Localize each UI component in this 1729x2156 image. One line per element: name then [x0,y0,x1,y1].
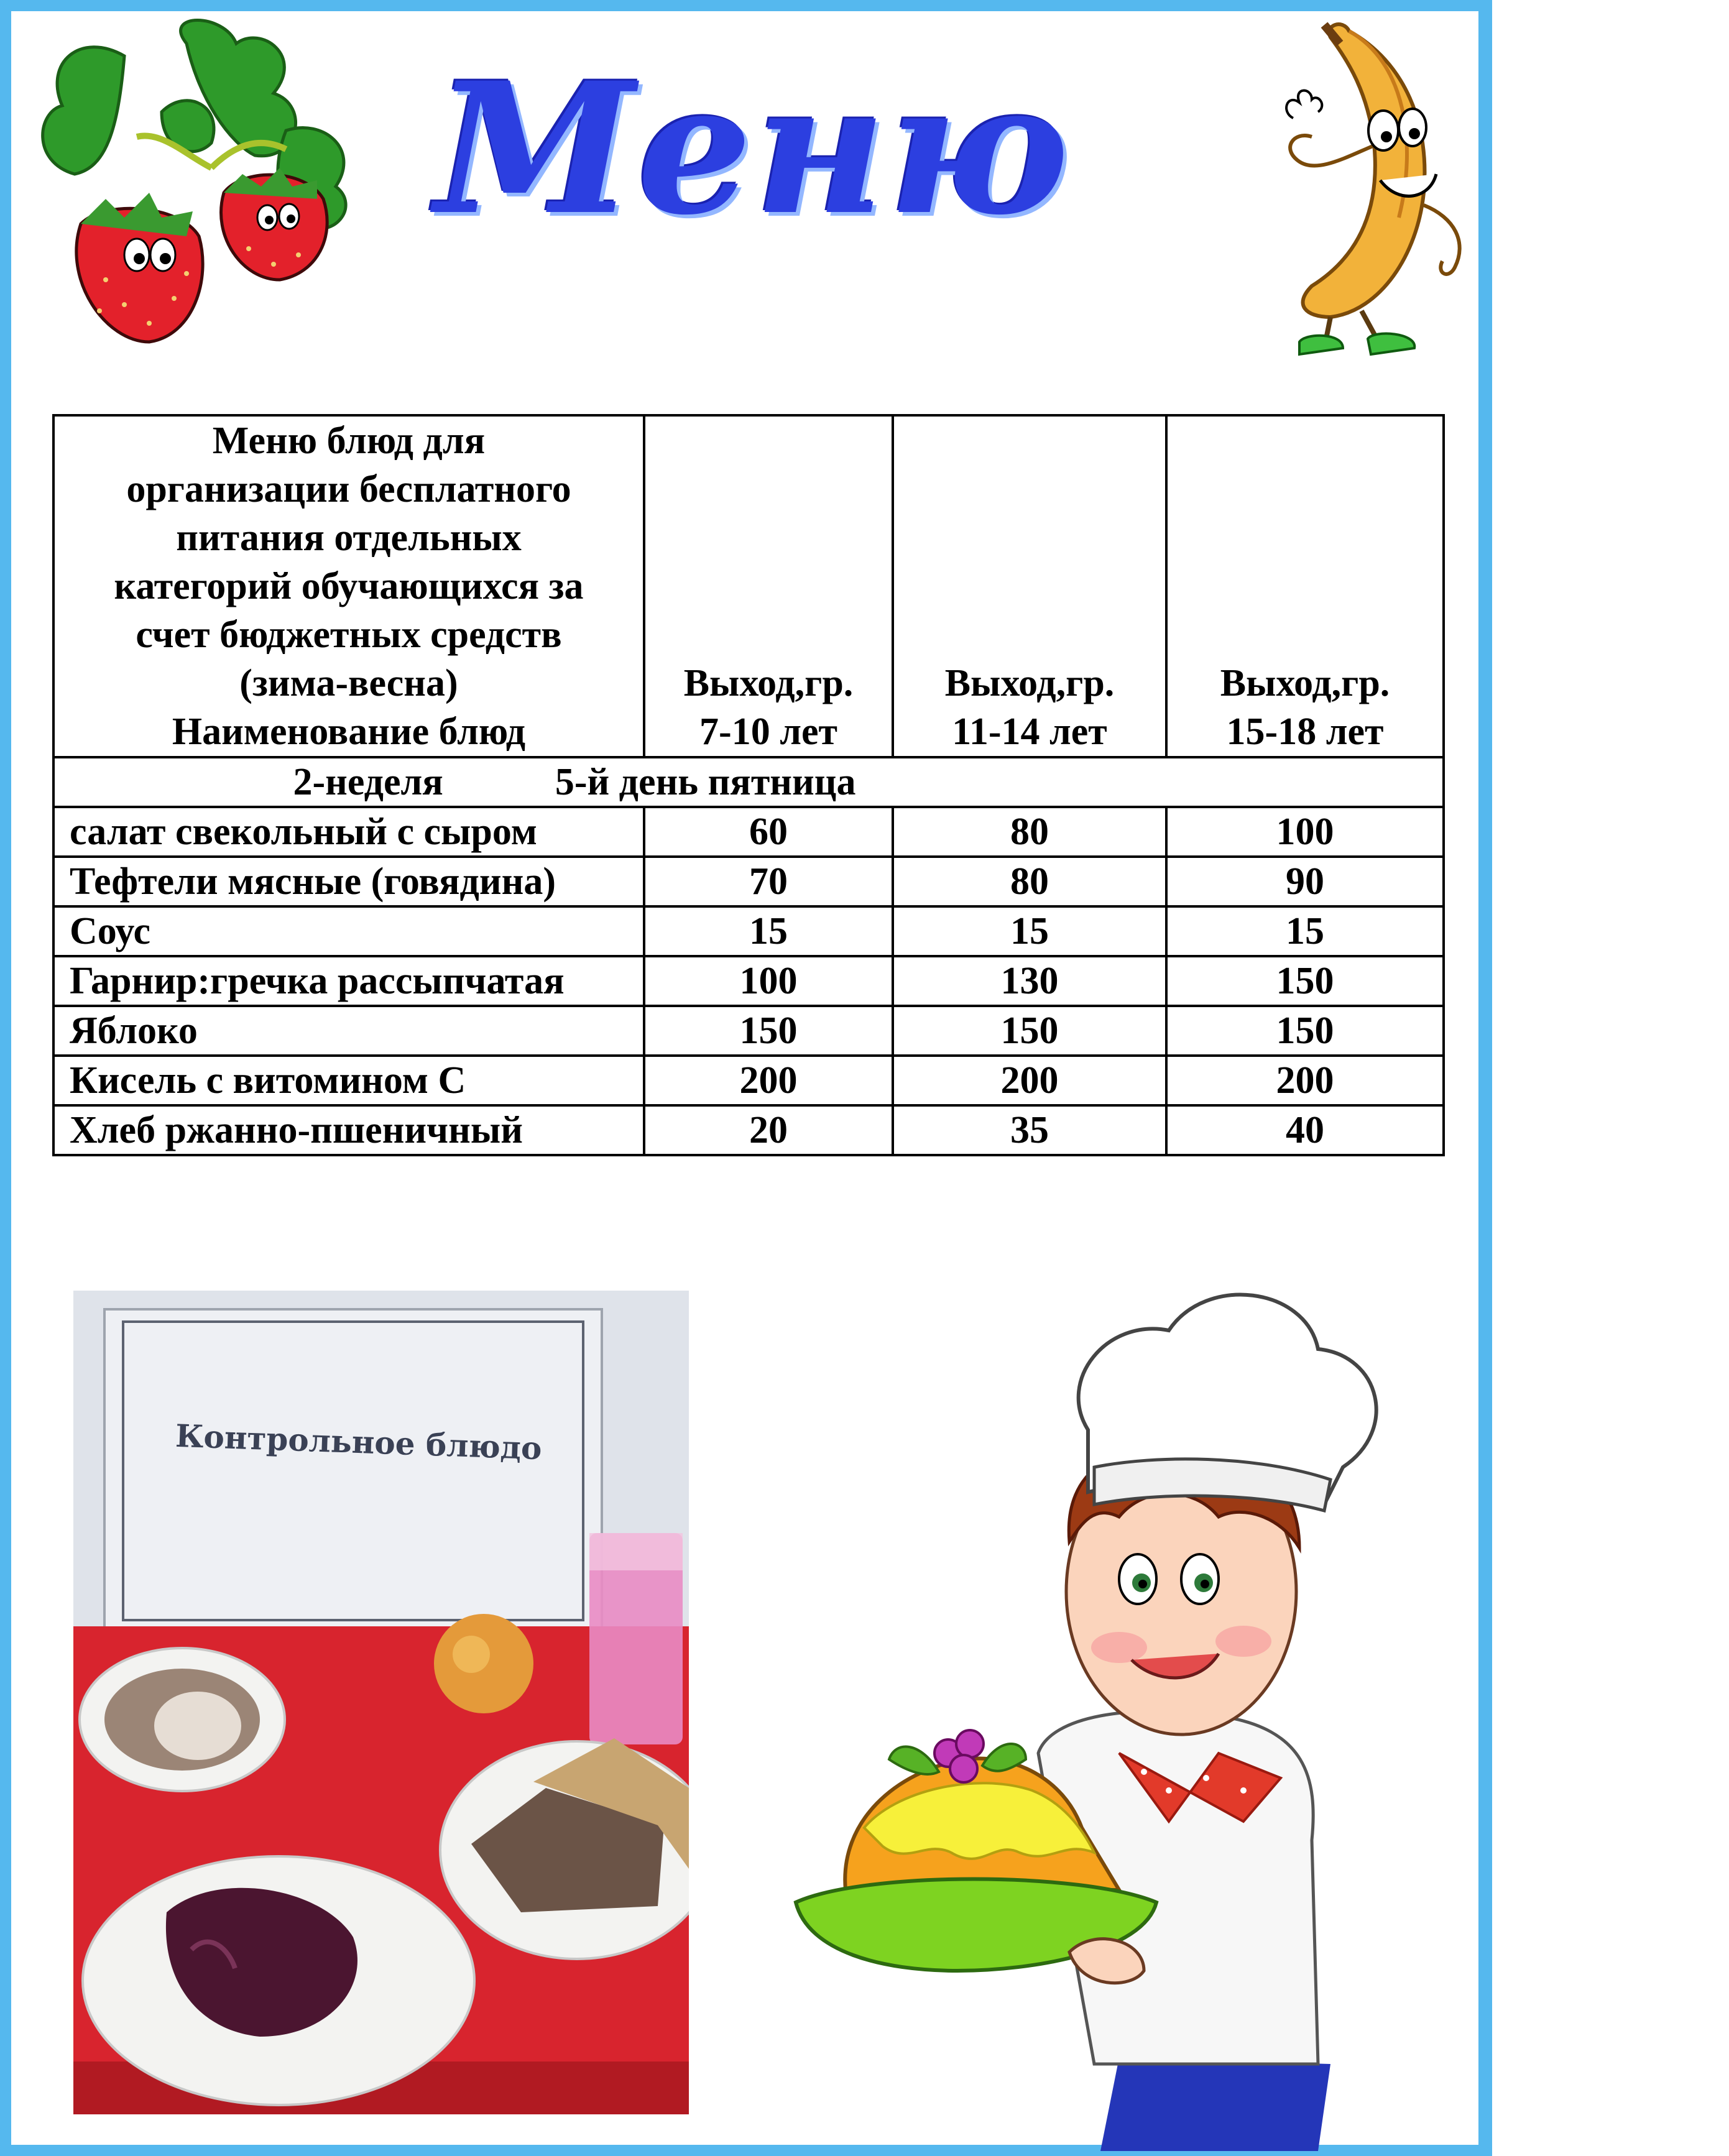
table-row [53,857,1444,906]
dish-name: Яблоко [53,1006,644,1056]
portion-15-18: 150 [1166,956,1444,1006]
chef-clipart [771,1281,1442,2151]
table-header-row [53,415,1444,757]
day-label: 5-й день пятница [555,761,856,803]
portion-15-18: 90 [1166,857,1444,906]
portion-15-18: 40 [1166,1105,1444,1155]
dish-name: салат свекольный с сыром [53,807,644,857]
week-day-row [53,757,1444,807]
portion-15-18: 200 [1166,1056,1444,1105]
header-dish-name [53,415,644,757]
dish-name: Хлеб ржанно-пшеничный [53,1105,644,1155]
portion-7-10: 150 [644,1006,893,1056]
portion-11-14: 80 [893,857,1166,906]
header-portion-15-18 [1166,415,1444,757]
portion-7-10: 20 [644,1105,893,1155]
portion-7-10: 60 [644,807,893,857]
dish-name: Соус [53,906,644,956]
portion-7-10: 200 [644,1056,893,1105]
header-line: 11-14 лет [952,711,1107,753]
portion-15-18: 15 [1166,906,1444,956]
week-day-cell [53,757,1444,807]
header-line: категорий обучающихся за [114,565,584,607]
table-row [53,1006,1444,1056]
week-label: 2-неделя [293,761,443,803]
portion-11-14: 15 [893,906,1166,956]
portion-15-18: 100 [1166,807,1444,857]
menu-table [52,414,1445,1156]
table-row [53,956,1444,1006]
header-line: Выход,гр. [944,662,1115,704]
portion-11-14: 200 [893,1056,1166,1105]
header-line: Выход,гр. [683,662,854,704]
header-line: Наименование блюд [172,711,526,753]
table-row [53,906,1444,956]
header-line: организации бесплатного [126,468,571,510]
portion-7-10: 70 [644,857,893,906]
header-line: Меню блюд для [212,420,486,462]
control-dish-photo [73,1291,689,2114]
portion-11-14: 150 [893,1006,1166,1056]
header-line: 7-10 лет [699,711,837,753]
control-dish-sign: Контрольное блюдо [175,1417,543,1467]
header-line: питания отдельных [176,517,522,559]
dish-name: Кисель с витомином С [53,1056,644,1105]
table-row [53,807,1444,857]
header-line: Выход,гр. [1220,662,1390,704]
header-portion-7-10 [644,415,893,757]
banana-clipart [1256,19,1492,373]
header-line: счет бюджетных средств [136,614,562,656]
strawberry-clipart [25,19,373,354]
table-row [53,1105,1444,1155]
header-line: (зима-весна) [239,662,458,704]
dish-name: Тефтели мясные (говядина) [53,857,644,906]
portion-11-14: 80 [893,807,1166,857]
portion-7-10: 15 [644,906,893,956]
dish-name: Гарнир:гречка рассыпчатая [53,956,644,1006]
portion-11-14: 35 [893,1105,1166,1155]
photo-illustration [73,1291,689,2114]
header-portion-11-14 [893,415,1166,757]
header-line: 15-18 лет [1226,711,1384,753]
portion-15-18: 150 [1166,1006,1444,1056]
page-title: Меню [435,44,1072,255]
portion-7-10: 100 [644,956,893,1006]
table-row [53,1056,1444,1105]
portion-11-14: 130 [893,956,1166,1006]
